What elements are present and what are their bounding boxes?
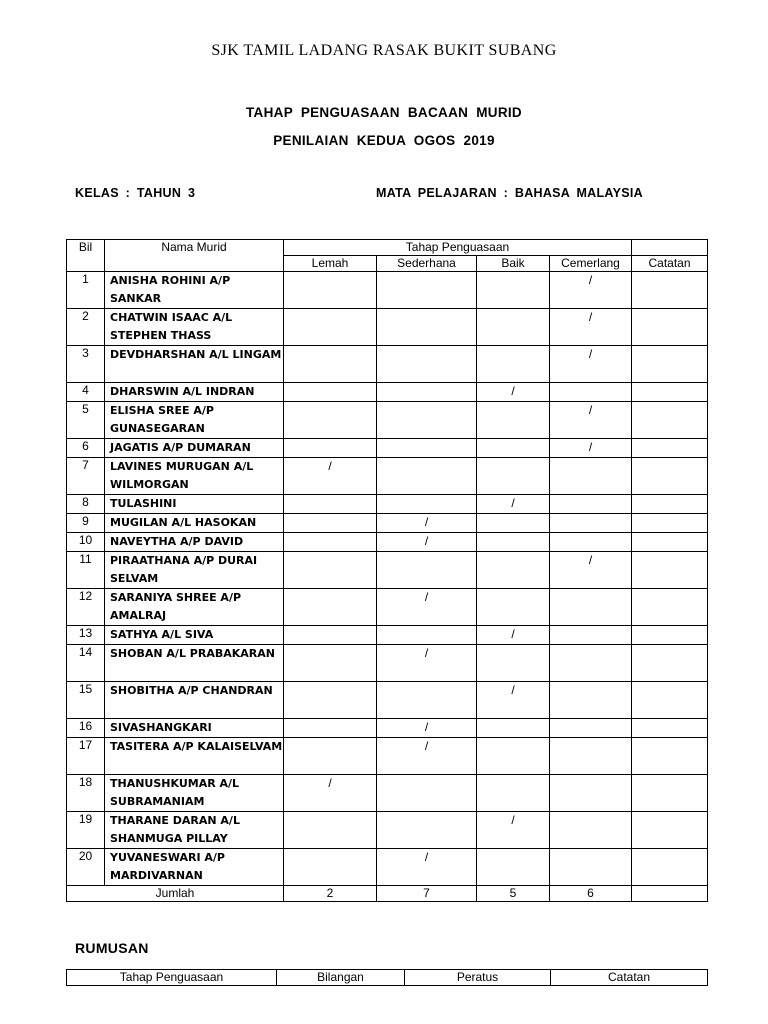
row-number: 15 (67, 682, 105, 719)
note-catatan (632, 552, 708, 589)
mark-sederhana (377, 383, 477, 402)
row-number: 13 (67, 626, 105, 645)
mark-sederhana: / (377, 645, 477, 682)
student-name: SATHYA A/L SIVA (105, 626, 284, 645)
row-number: 12 (67, 589, 105, 626)
mark-baik (477, 439, 550, 458)
table-row (67, 812, 708, 849)
note-catatan (632, 645, 708, 682)
note-catatan (632, 775, 708, 812)
student-name: LAVINES MURUGAN A/L WILMORGAN (105, 458, 284, 495)
header-bil: Bil (67, 240, 105, 272)
student-name: THARANE DARAN A/L SHANMUGA PILLAY (105, 812, 284, 849)
table-row (67, 626, 708, 645)
mark-lemah (284, 495, 377, 514)
note-catatan (632, 346, 708, 383)
mark-baik: / (477, 682, 550, 719)
mark-cemerlang (550, 775, 632, 812)
mark-sederhana (377, 495, 477, 514)
mark-lemah (284, 738, 377, 775)
mark-baik (477, 533, 550, 552)
mark-sederhana: / (377, 849, 477, 886)
rumusan-table (66, 969, 708, 986)
mark-baik (477, 458, 550, 495)
student-name: YUVANESWARI A/P MARDIVARNAN (105, 849, 284, 886)
mark-cemerlang (550, 589, 632, 626)
mark-lemah (284, 589, 377, 626)
mark-cemerlang (550, 383, 632, 402)
note-catatan (632, 383, 708, 402)
mark-baik (477, 309, 550, 346)
mark-lemah: / (284, 775, 377, 812)
mark-baik (477, 402, 550, 439)
note-catatan (632, 626, 708, 645)
row-number: 20 (67, 849, 105, 886)
table-row (67, 383, 708, 402)
table-row (67, 272, 708, 309)
row-number: 16 (67, 719, 105, 738)
rumusan-title: RUMUSAN (75, 940, 149, 956)
student-name: SIVASHANGKARI (105, 719, 284, 738)
table-row (67, 775, 708, 812)
mark-baik (477, 719, 550, 738)
mark-cemerlang (550, 719, 632, 738)
mark-baik (477, 346, 550, 383)
row-number: 10 (67, 533, 105, 552)
row-number: 6 (67, 439, 105, 458)
subject-label: MATA PELAJARAN : BAHASA MALAYSIA (376, 186, 643, 200)
mark-sederhana (377, 402, 477, 439)
total-catatan (632, 886, 708, 902)
mark-sederhana (377, 775, 477, 812)
table-row (67, 645, 708, 682)
table-row (67, 849, 708, 886)
table-row (67, 514, 708, 533)
total-lemah: 2 (284, 886, 377, 902)
rumusan-header-bilangan: Bilangan (277, 970, 405, 986)
mark-baik (477, 552, 550, 589)
mark-lemah (284, 439, 377, 458)
mark-cemerlang: / (550, 402, 632, 439)
mark-lemah (284, 719, 377, 738)
mark-sederhana (377, 309, 477, 346)
mark-lemah: / (284, 458, 377, 495)
table-row (67, 589, 708, 626)
mark-cemerlang: / (550, 552, 632, 589)
mark-cemerlang (550, 682, 632, 719)
mark-lemah (284, 383, 377, 402)
total-label: Jumlah (67, 886, 284, 902)
class-label: KELAS : TAHUN 3 (75, 186, 196, 200)
mark-baik (477, 775, 550, 812)
mark-lemah (284, 533, 377, 552)
table-row (67, 719, 708, 738)
document-title: TAHAP PENGUASAAN BACAAN MURID (246, 105, 522, 120)
student-name: SHOBITHA A/P CHANDRAN (105, 682, 284, 719)
row-number: 4 (67, 383, 105, 402)
mark-sederhana (377, 272, 477, 309)
row-number: 1 (67, 272, 105, 309)
note-catatan (632, 849, 708, 886)
student-name: DHARSWIN A/L INDRAN (105, 383, 284, 402)
mark-lemah (284, 626, 377, 645)
row-number: 7 (67, 458, 105, 495)
header-baik: Baik (477, 256, 550, 272)
mark-baik: / (477, 812, 550, 849)
mark-sederhana: / (377, 719, 477, 738)
table-row (67, 346, 708, 383)
mark-sederhana (377, 682, 477, 719)
mark-sederhana (377, 626, 477, 645)
row-number: 8 (67, 495, 105, 514)
row-number: 17 (67, 738, 105, 775)
table-row (67, 533, 708, 552)
student-name: SARANIYA SHREE A/P AMALRAJ (105, 589, 284, 626)
note-catatan (632, 719, 708, 738)
mark-sederhana (377, 346, 477, 383)
mark-lemah (284, 812, 377, 849)
note-catatan (632, 402, 708, 439)
mark-baik: / (477, 495, 550, 514)
table-row (67, 309, 708, 346)
student-name: CHATWIN ISAAC A/L STEPHEN THASS (105, 309, 284, 346)
document-subtitle: PENILAIAN KEDUA OGOS 2019 (273, 133, 495, 148)
header-lemah: Lemah (284, 256, 377, 272)
mark-baik: / (477, 383, 550, 402)
mark-cemerlang (550, 738, 632, 775)
total-sederhana: 7 (377, 886, 477, 902)
mark-sederhana (377, 439, 477, 458)
header-sederhana: Sederhana (377, 256, 477, 272)
mark-lemah (284, 552, 377, 589)
header-blank (632, 240, 708, 256)
student-name: TASITERA A/P KALAISELVAM (105, 738, 284, 775)
mark-sederhana (377, 812, 477, 849)
student-name: TULASHINI (105, 495, 284, 514)
mark-sederhana (377, 458, 477, 495)
row-number: 5 (67, 402, 105, 439)
mark-baik: / (477, 626, 550, 645)
student-name: DEVDHARSHAN A/L LINGAM (105, 346, 284, 383)
mark-lemah (284, 346, 377, 383)
header-tahap: Tahap Penguasaan (284, 240, 632, 256)
mark-baik (477, 514, 550, 533)
table-row (67, 682, 708, 719)
student-name: PIRAATHANA A/P DURAI SELVAM (105, 552, 284, 589)
note-catatan (632, 533, 708, 552)
student-name: SHOBAN A/L PRABAKARAN (105, 645, 284, 682)
mark-lemah (284, 849, 377, 886)
mark-cemerlang: / (550, 346, 632, 383)
mark-cemerlang: / (550, 272, 632, 309)
note-catatan (632, 514, 708, 533)
student-name: JAGATIS A/P DUMARAN (105, 439, 284, 458)
table-row (67, 495, 708, 514)
mark-cemerlang (550, 495, 632, 514)
student-name: ELISHA SREE A/P GUNASEGARAN (105, 402, 284, 439)
mark-baik (477, 272, 550, 309)
note-catatan (632, 589, 708, 626)
row-number: 14 (67, 645, 105, 682)
row-number: 2 (67, 309, 105, 346)
note-catatan (632, 682, 708, 719)
mark-sederhana: / (377, 533, 477, 552)
note-catatan (632, 495, 708, 514)
mark-cemerlang (550, 626, 632, 645)
note-catatan (632, 439, 708, 458)
student-name: ANISHA ROHINI A/P SANKAR (105, 272, 284, 309)
mark-cemerlang: / (550, 309, 632, 346)
rumusan-header-peratus: Peratus (405, 970, 551, 986)
mark-cemerlang (550, 645, 632, 682)
assessment-table (66, 239, 708, 902)
mark-sederhana (377, 552, 477, 589)
mark-cemerlang (550, 514, 632, 533)
mark-baik (477, 738, 550, 775)
row-number: 19 (67, 812, 105, 849)
row-number: 11 (67, 552, 105, 589)
note-catatan (632, 309, 708, 346)
mark-cemerlang (550, 812, 632, 849)
rumusan-header-catatan: Catatan (551, 970, 708, 986)
total-row (67, 886, 708, 902)
mark-cemerlang (550, 458, 632, 495)
header-cemerlang: Cemerlang (550, 256, 632, 272)
row-number: 9 (67, 514, 105, 533)
mark-cemerlang (550, 533, 632, 552)
note-catatan (632, 272, 708, 309)
mark-sederhana: / (377, 589, 477, 626)
note-catatan (632, 812, 708, 849)
mark-baik (477, 645, 550, 682)
student-name: NAVEYTHA A/P DAVID (105, 533, 284, 552)
mark-lemah (284, 402, 377, 439)
student-name: THANUSHKUMAR A/L SUBRAMANIAM (105, 775, 284, 812)
total-cemerlang: 6 (550, 886, 632, 902)
mark-lemah (284, 645, 377, 682)
total-baik: 5 (477, 886, 550, 902)
note-catatan (632, 738, 708, 775)
mark-lemah (284, 514, 377, 533)
rumusan-header-tahap: Tahap Penguasaan (67, 970, 277, 986)
mark-sederhana: / (377, 738, 477, 775)
table-row (67, 552, 708, 589)
mark-lemah (284, 682, 377, 719)
mark-cemerlang (550, 849, 632, 886)
mark-baik (477, 589, 550, 626)
table-row (67, 439, 708, 458)
table-row (67, 458, 708, 495)
mark-lemah (284, 272, 377, 309)
row-number: 18 (67, 775, 105, 812)
school-name: SJK TAMIL LADANG RASAK BUKIT SUBANG (211, 42, 557, 59)
table-row (67, 402, 708, 439)
header-catatan: Catatan (632, 256, 708, 272)
header-nama: Nama Murid (105, 240, 284, 272)
note-catatan (632, 458, 708, 495)
mark-sederhana: / (377, 514, 477, 533)
mark-baik (477, 849, 550, 886)
row-number: 3 (67, 346, 105, 383)
student-name: MUGILAN A/L HASOKAN (105, 514, 284, 533)
mark-lemah (284, 309, 377, 346)
table-row (67, 738, 708, 775)
mark-cemerlang: / (550, 439, 632, 458)
